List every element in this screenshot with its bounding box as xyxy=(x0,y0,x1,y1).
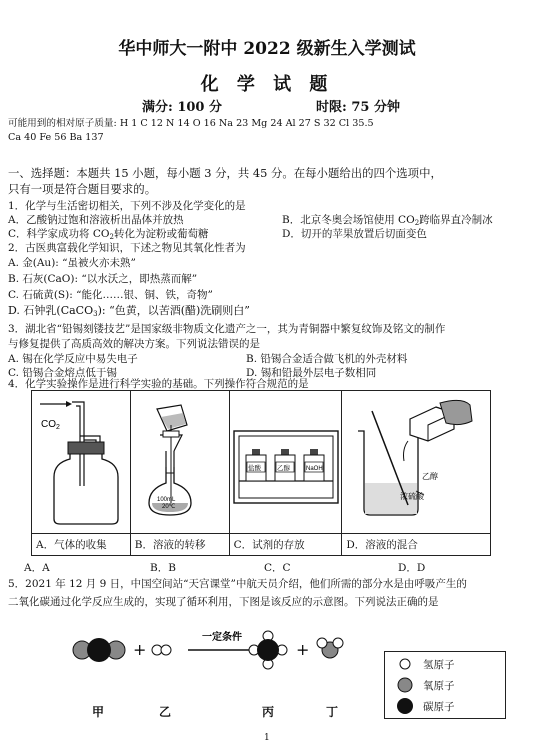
solution-transfer-figure xyxy=(131,391,230,534)
exam-title: 华中师大一附中 2022 级新生入学测试 xyxy=(118,39,416,59)
q1-stem: 1．化学与生活密切相关，下列不涉及化学变化的是 xyxy=(8,200,246,212)
label-ding: 丁 xyxy=(326,705,339,719)
flask-temp-label: 20℃ xyxy=(161,504,176,510)
label-jia: 甲 xyxy=(92,705,105,719)
q3-option-b: B. 铅锡合金适合做飞机的外壳材料 xyxy=(246,353,408,365)
svg-text:乙醇: 乙醇 xyxy=(276,464,290,472)
svg-text:NaOH: NaOH xyxy=(305,466,323,472)
q4-caption-b: B．溶液的转移 xyxy=(130,534,229,556)
ethanol-label: 乙醇 xyxy=(422,472,439,481)
solution-mixing-figure xyxy=(342,391,491,534)
subject-title: 化 学 试 题 xyxy=(200,74,334,95)
acid-label: 浓硫酸 xyxy=(400,492,425,501)
q4-caption-d: D．溶液的混合 xyxy=(342,534,491,556)
molecule-jia xyxy=(73,638,125,662)
bottle-3 xyxy=(304,449,324,481)
plus-sign-2: + xyxy=(296,640,310,659)
label-bing: 丙 xyxy=(262,705,275,719)
q1-option-c: C．科学家成功将 $CO_2$转化为淀粉或葡萄糖 xyxy=(8,228,209,241)
molecule-ding xyxy=(317,638,343,658)
q4-answer-b: B．B xyxy=(150,562,176,574)
q3-option-d: D. 锡和铅最外层电子数相同 xyxy=(246,367,377,379)
label-yi: 乙 xyxy=(159,705,172,719)
atomic-mass-line-1: 可能用到的相对原子质量: H 1 C 12 N 14 O 16 Na 23 Mg 24 Al 27 S 32 Cl 35.5 xyxy=(8,118,374,129)
plus-sign-1: + xyxy=(133,640,147,659)
q4-caption-c: C．试剂的存放 xyxy=(229,534,342,556)
reagent-storage-figure xyxy=(230,391,343,534)
molecule-bing xyxy=(249,631,287,669)
time-limit: 时限: 75 分钟 xyxy=(316,100,400,115)
q4-answer-d: D．D xyxy=(398,562,426,574)
atomic-mass-line-2: Ca 40 Fe 56 Ba 137 xyxy=(8,132,104,143)
q4-caption-a: A．气体的收集 xyxy=(32,534,131,556)
q5-stem-2: 二氧化碳通过化学反应生成的，实现了循环利用，下图是该反应的示意图。下列说法正确的是 xyxy=(8,596,439,608)
q3-option-c: C. 铅锡合金熔点低于锡 xyxy=(8,367,117,379)
molecule-yi xyxy=(152,645,171,655)
q2-stem: 2．古医典富载化学知识，下述之物见其氧化性者为 xyxy=(8,242,246,254)
reaction-condition: 一定条件 xyxy=(202,632,242,643)
svg-text:盐酸: 盐酸 xyxy=(247,464,261,472)
q4-figure-c xyxy=(229,391,342,534)
bottle-2 xyxy=(275,449,295,481)
q4-figure-a xyxy=(32,391,131,534)
bottle-1 xyxy=(246,449,266,481)
full-score: 满分: 100 分 xyxy=(142,100,222,115)
q1-option-a: A．乙酸钠过饱和溶液析出晶体并放热 xyxy=(8,214,184,226)
q4-operations-table xyxy=(31,390,491,556)
q4-stem: 4．化学实验操作是进行科学实验的基础。下列操作符合规范的是 xyxy=(8,378,309,390)
q4-answer-a: A．A xyxy=(24,562,50,574)
q2-option-c: C. 石硫黄(S): “能化……银、铜、铁，奇物” xyxy=(8,289,213,301)
q5-stem-1: 5．2021 年 12 月 9 日，中国空间站“天宫课堂”中航天员介绍，他们所需的部分水是由呼吸产生的 xyxy=(8,578,467,590)
q4-figure-b xyxy=(130,391,229,534)
gas-collection-figure xyxy=(32,391,131,534)
q3-stem-2: 与修复提供了高质高效的解决方案。下列说法错误的是 xyxy=(8,338,260,350)
q4-figure-d xyxy=(342,391,491,534)
q3-stem-1: 3．湖北省“铅锡刻镂技艺”是国家级非物质文化遗产之一，其为青铜器中繁复纹饰及铭文的制作 xyxy=(8,323,446,335)
flask-volume-label: 100mL xyxy=(156,497,176,503)
q4-answer-c: C．C xyxy=(264,562,291,574)
q2-option-b: B. 石灰(CaO): “以水沃之，即热蒸而解” xyxy=(8,273,198,285)
atom-legend: 氢原子 氧原子 碳原子 xyxy=(384,651,506,719)
page-number: 1 xyxy=(264,733,270,743)
section-heading: 一、选择题：本题共 15 小题，每小题 3 分，共 45 分。在每小题给出的四个选项中， xyxy=(8,166,442,180)
q1-option-d: D．切开的苹果放置后切面变色 xyxy=(282,228,427,240)
reaction-diagram xyxy=(0,620,380,704)
q2-option-d: D. 石钟乳(CaCO$_3$): “色黄，以苦酒(醋)洗刷则白” xyxy=(8,304,250,318)
q2-option-a: A. 金(Au): “虽被火亦未熟” xyxy=(8,257,136,269)
q3-option-a: A. 锡在化学反应中易失电子 xyxy=(8,353,138,365)
section-heading-cont: 只有一项是符合题目要求的。 xyxy=(8,182,157,196)
co2-label: $CO_2$ xyxy=(41,419,60,431)
q1-option-b: B．北京冬奥会场馆使用 $CO_2$跨临界直冷制冰 xyxy=(282,214,493,227)
